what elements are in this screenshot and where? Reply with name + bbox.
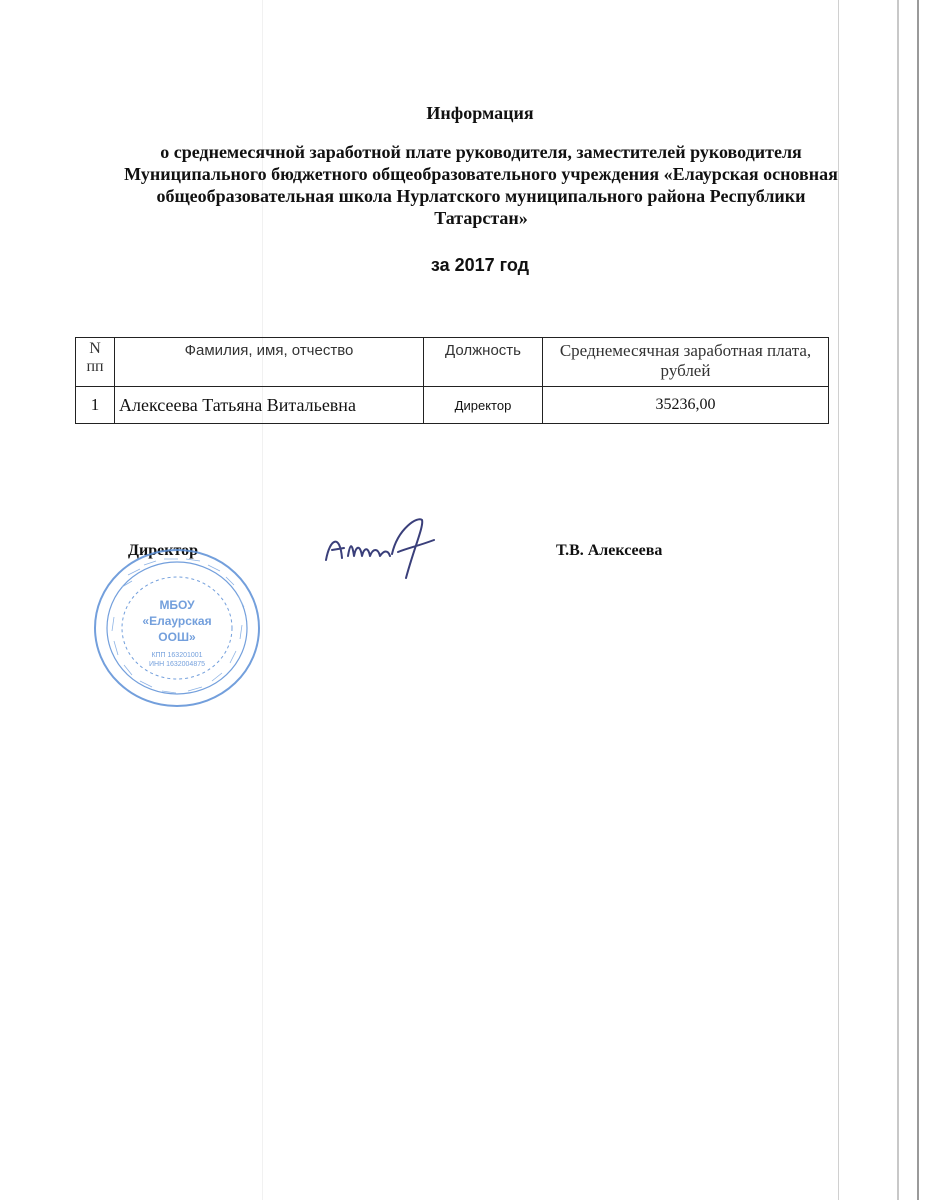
stamp-center-line1: МБОУ	[159, 598, 195, 612]
cell-salary: 35236,00	[543, 387, 829, 424]
stamp-inn: ИНН 1632004875	[148, 661, 206, 668]
table-header-row	[76, 338, 829, 387]
scan-artifact-line	[917, 0, 919, 1200]
signature-role: Директор	[128, 542, 198, 559]
cell-num: 1	[76, 387, 115, 424]
signature-name: Т.В. Алексеева	[556, 542, 663, 559]
stamp-center-line2: «Елаурская	[142, 614, 212, 628]
header-position: Должность	[424, 338, 543, 387]
stamp-kpp: КПП 163201001	[151, 652, 203, 659]
header-fio: Фамилия, имя, отчество	[115, 338, 424, 387]
official-stamp	[92, 547, 262, 709]
cell-position: Директор	[424, 387, 543, 424]
table-row	[76, 387, 829, 424]
header-num: N пп	[76, 338, 115, 387]
scan-artifact-line	[897, 0, 899, 1200]
document-title: Информация	[426, 103, 534, 123]
handwritten-signature	[318, 508, 438, 588]
document-subtitle: о среднемесячной заработной плате руководителя, заместителей руководителя Муниципального бюджетного общеобразовательного учреждения «Елаурская основная общеобразовательная школа Нурлатского муниципального района Республики Татарстан»	[124, 142, 838, 228]
salary-table	[75, 337, 829, 424]
cell-fio: Алексеева Татьяна Витальевна	[115, 387, 424, 424]
stamp-center-line3: ООШ»	[158, 630, 196, 644]
document-period: за 2017 год	[430, 255, 530, 275]
header-salary: Среднемесячная заработная плата, рублей	[543, 338, 829, 387]
